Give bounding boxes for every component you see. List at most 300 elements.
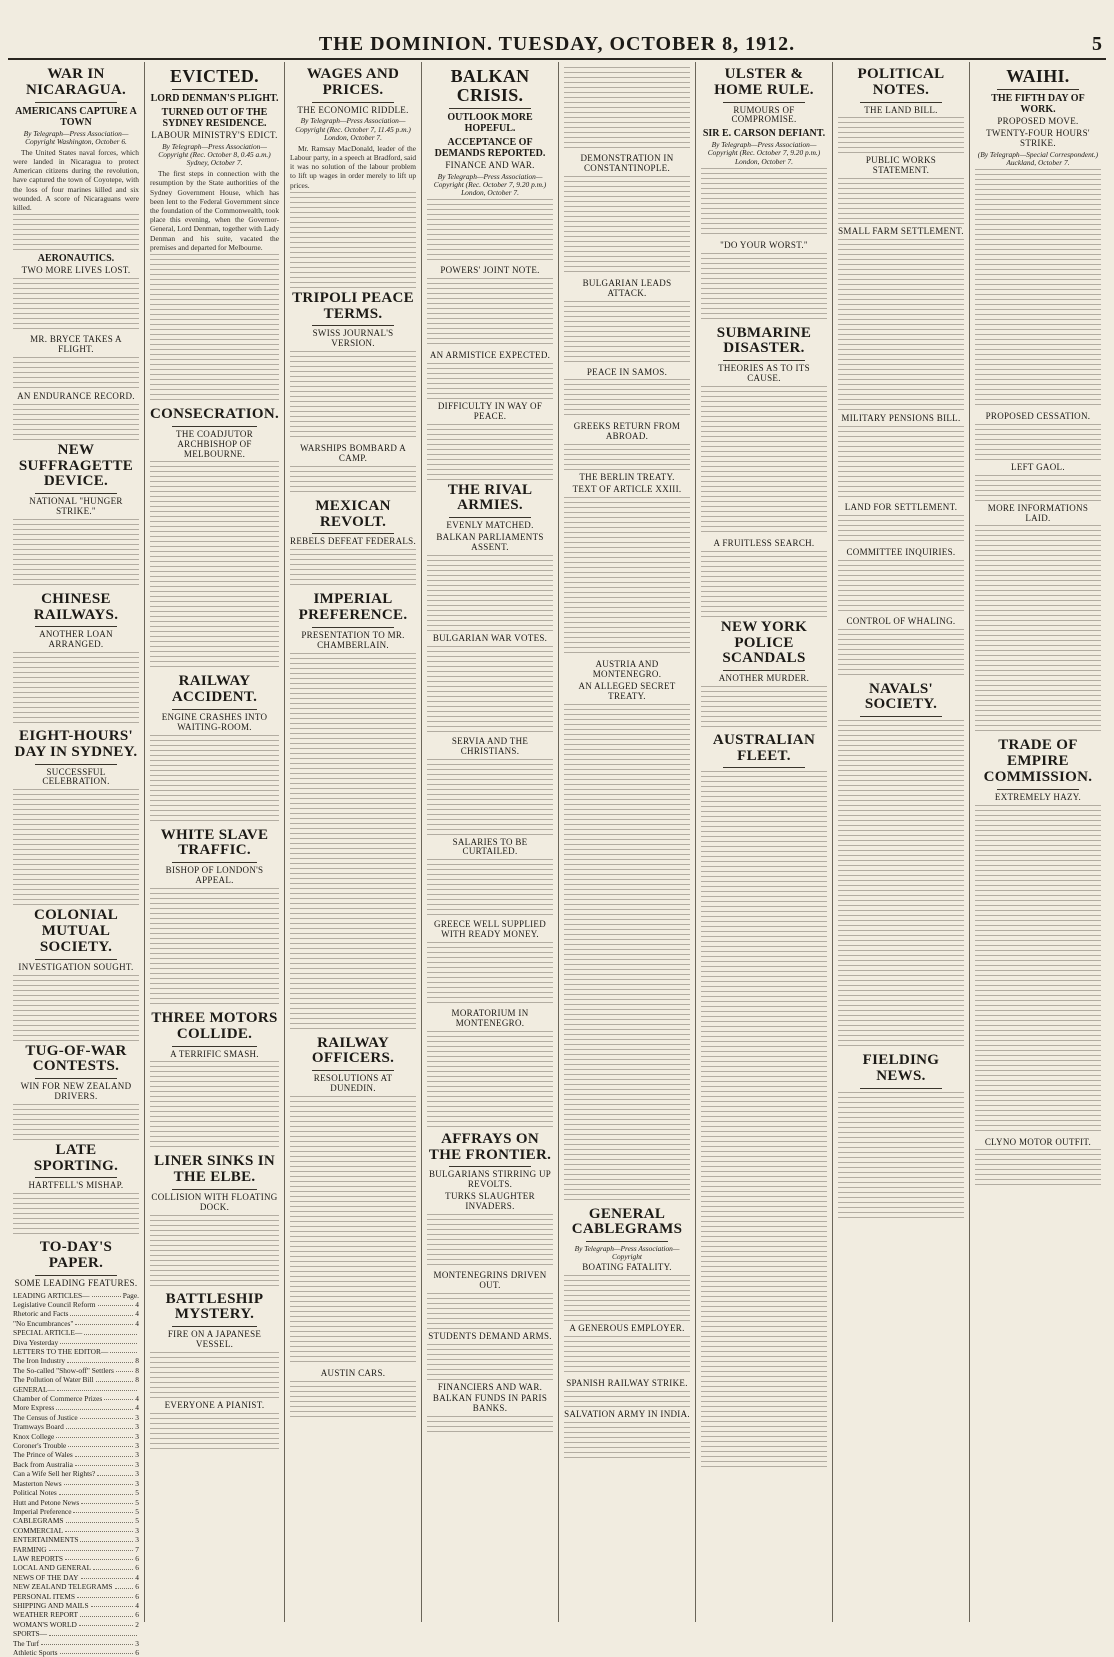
- article-body-text: [13, 519, 139, 589]
- contents-item-label: The Pollution of Water Bill: [13, 1375, 94, 1385]
- leader-dots: [64, 1479, 134, 1485]
- contents-item-page: 8: [135, 1365, 139, 1375]
- subheadline: THE FIFTH DAY OF WORK.: [991, 92, 1085, 115]
- subheadline: BALKAN FUNDS IN PARIS BANKS.: [432, 1393, 548, 1414]
- contents-item: [13, 1309, 139, 1318]
- subheadline: BULGARIAN WAR VOTES.: [432, 632, 548, 643]
- contents-item: [13, 1526, 139, 1535]
- article-body-text: [564, 497, 690, 657]
- subheadline: WIN FOR NEW ZEALAND DRIVERS.: [20, 1081, 132, 1101]
- article-body-text: [427, 424, 553, 480]
- article-body-text: [564, 1275, 690, 1321]
- article-body-text: [290, 1381, 416, 1421]
- contents-item-page: 3: [135, 1525, 139, 1535]
- subheadline: SIR E. CARSON DEFIANT.: [702, 128, 826, 140]
- subheadline: LORD DENMAN'S PLIGHT.: [150, 92, 279, 104]
- article-body-text: [701, 771, 827, 1471]
- headline: CHINESE RAILWAYS.: [33, 590, 119, 623]
- article-body-text: [564, 1391, 690, 1407]
- headline-rule: [312, 325, 394, 326]
- contents-item-label: Athletic Sports: [13, 1648, 58, 1657]
- subheadline: COLLISION WITH FLOATING DOCK.: [151, 1191, 278, 1212]
- subheadline: PUBLIC WORKS STATEMENT.: [865, 155, 937, 176]
- article-body-text: [701, 686, 827, 730]
- subheadline: MR. BRYCE TAKES A FLIGHT.: [30, 334, 122, 354]
- subheadline: MILITARY PENSIONS BILL.: [841, 413, 961, 424]
- subheadline: ANOTHER MURDER.: [718, 673, 810, 684]
- subheadline: FINANCIERS AND WAR.: [437, 1381, 543, 1392]
- contents-item-label: LAW REPORTS: [13, 1553, 63, 1563]
- headline: IMPERIAL PREFERENCE.: [298, 591, 408, 624]
- subheadline: PEACE IN SAMOS.: [586, 366, 668, 377]
- article-body-text: [975, 805, 1101, 1135]
- headline-rule: [723, 102, 805, 103]
- headline: MEXICAN REVOLT.: [315, 497, 391, 530]
- subheadline: AN ARMISTICE EXPECTED.: [429, 349, 551, 360]
- contents-item-label: Diva Yesterday: [13, 1337, 59, 1347]
- headline: WAGES AND PRICES.: [306, 66, 400, 98]
- contents-item-label: Tramways Board: [13, 1422, 64, 1432]
- leader-dots: [81, 1498, 133, 1504]
- leader-dots: [77, 1592, 133, 1598]
- article-body-text: [427, 363, 553, 399]
- column-7: [833, 62, 970, 1622]
- contents-item: [13, 1291, 139, 1300]
- contents-item-label: COMMERCIAL: [13, 1525, 64, 1535]
- subheadline: SWISS JOURNAL'S VERSION.: [312, 328, 394, 349]
- article-body-text: [838, 426, 964, 500]
- contents-item-page: 3: [135, 1412, 139, 1422]
- subheadline: SOME LEADING FEATURES.: [14, 1277, 138, 1288]
- article-body-text: [838, 239, 964, 411]
- headline-rule: [860, 1088, 942, 1089]
- contents-item-label: LOCAL AND GENERAL: [13, 1563, 92, 1573]
- headline-rule: [35, 1275, 117, 1276]
- headline-rule: [312, 627, 394, 628]
- column-8: [970, 62, 1106, 1622]
- leader-dots: [65, 1554, 133, 1560]
- subheadline: INVESTIGATION SOUGHT.: [18, 961, 134, 972]
- subheadline: BOATING FATALITY.: [582, 1262, 672, 1273]
- article-body-text: [838, 515, 964, 545]
- contents-item-page: 4: [135, 1309, 139, 1319]
- contents-item-page: 5: [135, 1516, 139, 1526]
- headline: TO-DAY'S PAPER.: [39, 1239, 113, 1271]
- article-body-text: [975, 169, 1101, 409]
- subheadline: EXTREMELY HAZY.: [994, 791, 1081, 802]
- headline-rule: [997, 789, 1079, 790]
- column-5: [559, 62, 696, 1622]
- contents-item-label: WEATHER REPORT: [13, 1610, 79, 1620]
- article-body-text: [13, 214, 139, 250]
- subheadline: GREECE WELL SUPPLIED WITH READY MONEY.: [434, 919, 547, 940]
- subheadline: ANOTHER LOAN ARRANGED.: [39, 629, 113, 650]
- article-body-text: [701, 253, 827, 323]
- leader-dots: [98, 1300, 134, 1306]
- contents-item-label: Chamber of Commerce Prizes: [13, 1394, 103, 1404]
- headline-rule: [723, 360, 805, 361]
- subheadline: PRESENTATION TO MR. CHAMBERLAIN.: [301, 629, 405, 650]
- subheadline: OUTLOOK MORE HOPEFUL.: [447, 111, 533, 134]
- subheadline: SERVIA AND THE CHRISTIANS.: [451, 735, 529, 756]
- article-body-text: [427, 646, 553, 734]
- leader-dots: [68, 1441, 133, 1447]
- headline-rule: [35, 764, 117, 765]
- headline-rule: [35, 1078, 117, 1079]
- leader-dots: [93, 1563, 133, 1569]
- contents-item-label: Knox College: [13, 1431, 55, 1441]
- contents-item: [13, 1610, 139, 1619]
- article-body-text: [975, 525, 1101, 735]
- subheadline: GREEKS RETURN FROM ABROAD.: [573, 421, 681, 442]
- contents-item: [13, 1545, 139, 1554]
- leader-dots: [60, 1648, 134, 1654]
- article-body-text: [838, 1092, 964, 1222]
- byline: (By Telegraph—Special Correspondent.) Auckland, October 7.: [977, 149, 1099, 167]
- headline: WHITE SLAVE TRAFFIC.: [160, 826, 269, 859]
- contents-item-label: Masterton News: [13, 1478, 62, 1488]
- leader-dots: [84, 1328, 137, 1334]
- contents-item-page: 8: [135, 1375, 139, 1385]
- headline: EIGHT-HOURS' DAY IN SYDNEY.: [14, 728, 138, 760]
- leader-dots: [80, 1413, 134, 1419]
- contents-item-label: LEADING ARTICLES—: [13, 1290, 90, 1300]
- contents-item: [13, 1403, 139, 1412]
- contents-item-label: SPORTS—: [13, 1629, 48, 1639]
- subheadline: BALKAN PARLIAMENTS ASSENT.: [436, 532, 544, 552]
- leader-dots: [96, 1375, 134, 1381]
- subheadline: PROPOSED CESSATION.: [985, 410, 1091, 421]
- article-body-text: [13, 404, 139, 440]
- article-body-text: [150, 888, 279, 1008]
- headline-rule: [997, 89, 1079, 90]
- contents-item-page: 6: [135, 1563, 139, 1573]
- contents-item-label: "No Encumbrances": [13, 1318, 74, 1328]
- masthead: [0, 33, 1114, 59]
- headline: RAILWAY OFFICERS.: [311, 1034, 395, 1067]
- contents-item: [13, 1535, 139, 1544]
- headline: WAR IN NICARAGUA.: [25, 66, 127, 98]
- article-body-text: [838, 629, 964, 679]
- headline-rule: [312, 102, 394, 103]
- article-body-text: [290, 1096, 416, 1366]
- contents-item-page: 3: [135, 1422, 139, 1432]
- leader-dots: [66, 1422, 133, 1428]
- headline-rule: [35, 626, 117, 627]
- article-body-text: [838, 720, 964, 1050]
- article-body-text: [150, 1413, 279, 1453]
- column-2: [145, 62, 285, 1622]
- contents-item-label: WOMAN'S WORLD: [13, 1619, 77, 1629]
- leader-dots: [92, 1291, 121, 1297]
- leader-dots: [79, 1620, 133, 1626]
- subheadline: BULGARIANS STIRRING UP REVOLTS.: [428, 1169, 552, 1190]
- headline: NEW SUFFRAGETTE DEVICE.: [18, 441, 134, 490]
- article-body-text: [150, 254, 279, 404]
- subheadline: AMERICANS CAPTURE A TOWN: [15, 105, 137, 128]
- article-body-text: [427, 859, 553, 917]
- subheadline: THEORIES AS TO ITS CAUSE.: [718, 363, 810, 383]
- headline: BATTLESHIP MYSTERY.: [165, 1290, 264, 1323]
- headline-rule: [860, 102, 942, 103]
- headline: NAVALS' SOCIETY.: [864, 680, 938, 713]
- byline: By Telegraph—Press Association—Copyright (Rec. October 8, 0.45 a.m.) Sydney, October 7.: [158, 141, 271, 168]
- article-body-text: [564, 379, 690, 419]
- article-body-text: [427, 555, 553, 631]
- article-body-text: [564, 176, 690, 276]
- contents-item: [13, 1422, 139, 1431]
- column-3: [285, 62, 422, 1622]
- subheadline: DEMONSTRATION IN CONSTANTINOPLE.: [580, 153, 674, 173]
- contents-item: [13, 1498, 139, 1507]
- subheadline: RUMOURS OF COMPROMISE.: [731, 104, 797, 125]
- contents-item-page: Page.: [122, 1290, 139, 1300]
- article-body-text: [427, 199, 553, 263]
- leader-dots: [49, 1545, 134, 1551]
- subheadline: MORATORIUM IN MONTENEGRO.: [451, 1008, 529, 1028]
- article-body-text: [975, 1149, 1101, 1189]
- subheadline: FINANCE AND WAR.: [445, 159, 535, 170]
- columns: [8, 62, 1106, 1657]
- subheadline: A GENEROUS EMPLOYER.: [569, 1323, 685, 1334]
- subheadline: BULGARIAN LEADS ATTACK.: [582, 277, 672, 298]
- leader-dots: [56, 1403, 133, 1409]
- headline: RAILWAY ACCIDENT.: [171, 673, 258, 706]
- contents-item: [13, 1620, 139, 1629]
- article-body-text: [13, 789, 139, 905]
- contents-item: [13, 1582, 139, 1591]
- contents-item-page: 5: [135, 1506, 139, 1516]
- article-body-text: [290, 466, 416, 496]
- article-body-text: [975, 475, 1101, 501]
- contents-item-page: 4: [135, 1403, 139, 1413]
- article-paragraph: The United States naval forces, which were landed in Nicaragua to protect American citizens during the revolution, have captured the town of Coyotepe, with the loss of four marines killed and six wounded. A score of Nicaraguans were killed.: [13, 147, 139, 212]
- subheadline: TURNED OUT OF THE SYDNEY RESIDENCE.: [161, 106, 268, 129]
- leader-dots: [116, 1366, 133, 1372]
- contents-item: [13, 1366, 139, 1375]
- contents-item-label: NEWS OF THE DAY: [13, 1572, 79, 1582]
- contents-item-label: The Iron Industry: [13, 1356, 66, 1366]
- byline: By Telegraph—Press Association—Copyright (Rec. October 7, 9.20 p.m.) London, October 7.: [433, 171, 547, 197]
- leader-dots: [75, 1319, 133, 1325]
- subheadline: BISHOP OF LONDON'S APPEAL.: [165, 865, 264, 886]
- contents-item-label: Rhetoric and Facts: [13, 1309, 69, 1319]
- leader-dots: [49, 1629, 137, 1635]
- article-body-text: [838, 560, 964, 614]
- article-body-text: [150, 1352, 279, 1398]
- contents-item: [13, 1328, 139, 1337]
- page-number: 5: [1092, 33, 1102, 55]
- contents-item-page: 3: [135, 1441, 139, 1451]
- article-body-text: [427, 942, 553, 1006]
- subheadline: THE BERLIN TREATY.: [579, 472, 675, 483]
- headline: ULSTER & HOME RULE.: [714, 66, 814, 98]
- subheadline: MONTENEGRINS DRIVEN OUT.: [433, 1269, 547, 1290]
- subheadline: CONTROL OF WHALING.: [846, 615, 956, 626]
- headline: POLITICAL NOTES.: [857, 66, 945, 98]
- subheadline: SPANISH RAILWAY STRIKE.: [566, 1378, 688, 1389]
- subheadline: STUDENTS DEMAND ARMS.: [428, 1330, 552, 1341]
- contents-item: [13, 1573, 139, 1582]
- masthead-title: THE DOMINION. TUESDAY, OCTOBER 8, 1912.: [318, 33, 796, 55]
- subheadline: DIFFICULTY IN WAY OF PEACE.: [437, 400, 543, 421]
- subheadline: EVENLY MATCHED.: [446, 520, 534, 531]
- article-paragraph: The first steps in connection with the resumption by the State authorities of the Sydney Government House, which has been lent to the Federal Government since the foundation of the Commonwealth, took place this evening, when the Governor-General, Lord Denman, together with Lady Denman and his suite, vacated the premises and departed for Melbourne.: [149, 169, 280, 252]
- contents-item-page: 4: [135, 1572, 139, 1582]
- article-body-text: [427, 278, 553, 348]
- article-body-text: [290, 653, 416, 1033]
- contents-item: [13, 1375, 139, 1384]
- article-body-text: [564, 704, 690, 1204]
- contents-item-page: 3: [135, 1535, 139, 1545]
- headline-rule: [172, 426, 257, 427]
- subheadline: SUCCESSFUL CELEBRATION.: [42, 766, 110, 787]
- leader-dots: [81, 1573, 134, 1579]
- article-body-text: [838, 117, 964, 153]
- contents-item-page: 3: [135, 1431, 139, 1441]
- subheadline: EVERYONE A PIANIST.: [164, 1399, 265, 1410]
- contents-item-page: 3: [135, 1450, 139, 1460]
- headline-rule: [172, 1326, 257, 1327]
- subheadline: THE ECONOMIC RIDDLE.: [297, 104, 409, 115]
- subheadline: WARSHIPS BOMBARD A CAMP.: [300, 443, 406, 463]
- headline: TRIPOLI PEACE TERMS.: [292, 289, 414, 322]
- subheadline: RESOLUTIONS AT DUNEDIN.: [313, 1073, 393, 1093]
- leader-dots: [80, 1610, 133, 1616]
- headline-rule: [35, 959, 117, 960]
- subheadline: POWERS' JOINT NOTE.: [440, 265, 540, 276]
- contents-item: [13, 1629, 139, 1638]
- subheadline: AUSTIN CARS.: [320, 1367, 386, 1378]
- contents-item: [13, 1319, 139, 1328]
- headline: CONSECRATION.: [149, 406, 280, 423]
- headline: TUG-OF-WAR CONTESTS.: [25, 1042, 127, 1075]
- subheadline: NATIONAL "HUNGER STRIKE.": [29, 496, 123, 516]
- contents-item-page: 5: [135, 1497, 139, 1507]
- contents-item: [13, 1347, 139, 1356]
- leader-dots: [66, 1516, 134, 1522]
- article-body-text: [838, 178, 964, 224]
- contents-item-label: SHIPPING AND MAILS: [13, 1600, 89, 1610]
- headline-rule: [172, 1189, 257, 1190]
- headline-rule: [449, 1166, 531, 1167]
- contents-item: [13, 1488, 139, 1497]
- headline-rule: [172, 862, 257, 863]
- byline: By Telegraph—Press Association—Copyright Washington, October 6.: [23, 128, 129, 146]
- contents-item: [13, 1441, 139, 1450]
- headline: NEW YORK POLICE SCANDALS: [720, 618, 808, 667]
- article-body-text: [701, 168, 827, 238]
- article-body-text: [427, 1416, 553, 1436]
- contents-item-page: 8: [135, 1356, 139, 1366]
- contents-item: [13, 1507, 139, 1516]
- subheadline: LEFT GAOL.: [1011, 461, 1065, 472]
- subheadline: AERONAUTICS.: [37, 253, 115, 265]
- contents-item: [13, 1300, 139, 1309]
- subheadline: TWO MORE LIVES LOST.: [21, 265, 131, 276]
- article-body-text: [564, 67, 690, 151]
- masthead-rule: [8, 58, 1106, 60]
- article-body-text: [290, 549, 416, 589]
- leader-dots: [67, 1356, 133, 1362]
- headline-rule: [860, 716, 942, 717]
- subheadline: SALVATION ARMY IN INDIA.: [564, 1409, 690, 1420]
- contents-item: [13, 1601, 139, 1610]
- subheadline: MORE INFORMATIONS LAID.: [987, 502, 1089, 523]
- headline-rule: [586, 1241, 668, 1242]
- subheadline: CLYNO MOTOR OUTFIT.: [984, 1136, 1092, 1147]
- article-body-text: [427, 1214, 553, 1268]
- contents-item-page: 3: [135, 1478, 139, 1488]
- article-body-text: [564, 444, 690, 470]
- leader-dots: [70, 1309, 133, 1315]
- headline: AFFRAYS ON THE FRONTIER.: [428, 1130, 552, 1163]
- leader-dots: [110, 1347, 137, 1353]
- article-paragraph: Mr. Ramsay MacDonald, leader of the Labour party, in a speech at Bradford, said it was no solution of the labour problem to lift up wages in order merely to lift up prices.: [290, 143, 417, 190]
- column-6: [696, 62, 833, 1622]
- contents-item-label: FARMING: [13, 1544, 47, 1554]
- contents-item-page: 6: [135, 1582, 139, 1592]
- article-body-text: [150, 1061, 279, 1151]
- byline: By Telegraph—Press Association—Copyright (Rec. October 7, 9.20 p.m.) London, October 7.: [707, 140, 821, 166]
- leader-dots: [60, 1338, 137, 1344]
- leader-dots: [97, 1469, 133, 1475]
- leader-dots: [80, 1535, 133, 1541]
- contents-item: [13, 1516, 139, 1525]
- subheadline: SALARIES TO BE CURTAILED.: [452, 836, 528, 857]
- contents-item-label: CABLEGRAMS: [13, 1516, 64, 1526]
- article-body-text: [13, 652, 139, 726]
- subheadline: SMALL FARM SETTLEMENT.: [838, 226, 964, 237]
- subheadline: ACCEPTANCE OF DEMANDS REPORTED.: [434, 136, 546, 159]
- leader-dots: [65, 1526, 133, 1532]
- contents-item: [13, 1450, 139, 1459]
- subheadline: PROPOSED MOVE.: [997, 115, 1079, 126]
- subheadline: THE LAND BILL.: [864, 104, 938, 115]
- headline-rule: [172, 1046, 257, 1047]
- contents-item-page: 3: [135, 1469, 139, 1479]
- subheadline: "DO YOUR WORST.": [720, 239, 808, 250]
- contents-item: [13, 1356, 139, 1365]
- contents-item: [13, 1592, 139, 1601]
- subheadline: AN ENDURANCE RECORD.: [17, 390, 135, 401]
- byline: By Telegraph—Press Association—Copyright (Rec. October 7, 11.45 p.m.) London, October 7.: [295, 116, 411, 142]
- contents-item-label: Political Notes: [13, 1488, 57, 1498]
- contents-item-page: 6: [135, 1591, 139, 1601]
- leader-dots: [56, 1432, 133, 1438]
- headline-rule: [172, 709, 257, 710]
- headline: FIELDING NEWS.: [862, 1052, 940, 1084]
- article-body-text: [13, 357, 139, 389]
- article-body-text: [13, 1193, 139, 1237]
- article-body-text: [13, 975, 139, 1041]
- headline-rule: [312, 1070, 394, 1071]
- contents-item: [13, 1563, 139, 1572]
- column-1: [8, 62, 145, 1657]
- article-body-text: [290, 351, 416, 441]
- contents-item: [13, 1460, 139, 1469]
- contents-item-label: LETTERS TO THE EDITOR—: [13, 1347, 109, 1356]
- contents-item: [13, 1394, 139, 1403]
- article-body-text: [564, 1336, 690, 1376]
- contents-item-label: Coroner's Trouble: [13, 1441, 67, 1451]
- headline: SUBMARINE DISASTER.: [716, 324, 812, 357]
- contents-item-page: 4: [135, 1299, 139, 1309]
- subheadline: TEXT OF ARTICLE XXIII.: [572, 484, 682, 495]
- contents-item: [13, 1479, 139, 1488]
- leader-dots: [91, 1601, 134, 1607]
- contents-item-label: NEW ZEALAND TELEGRAMS: [13, 1582, 113, 1592]
